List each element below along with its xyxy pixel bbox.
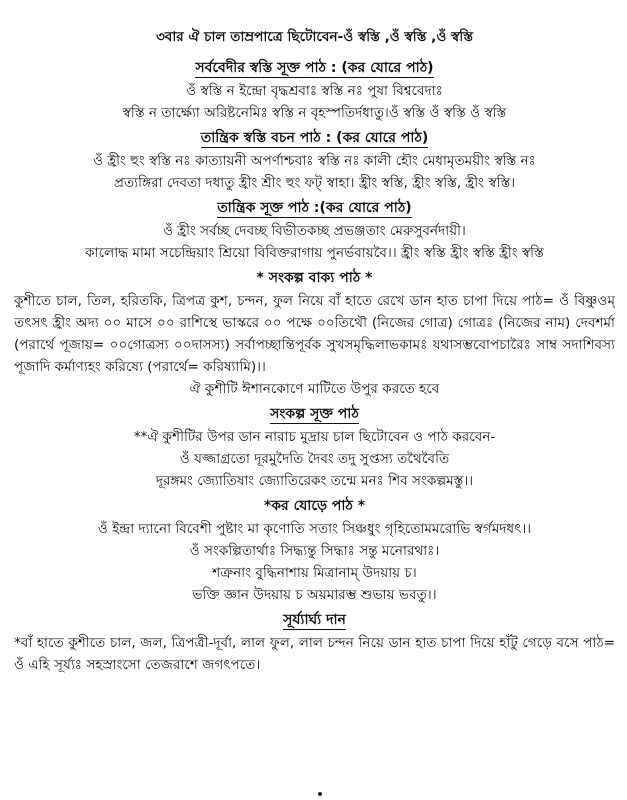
- heading-text: তান্ত্রিক সূক্ত পাঠ :(কর যোরে পাঠ): [217, 200, 412, 216]
- page-mark-dot: [318, 792, 322, 796]
- section-tantrik-bachan: [14, 126, 615, 194]
- section-sankalpa-sukta: [14, 402, 615, 492]
- heading-text: তান্ত্রিক স্বস্তি বচন পাঠ : (কর যোরে পাঠ): [200, 130, 429, 146]
- section-heading: [14, 56, 615, 80]
- section-sankalpa-vakya: [14, 266, 615, 400]
- verse-line: স্বস্তি ন তার্ক্ষ্যো অরিষ্টনেমিঃ স্বস্তি ন বৃহস্পতির্দধাতু।ওঁ স্বস্তি ওঁ স্বস্তি ওঁ স্বস্তি: [122, 105, 507, 121]
- instruction-note: ঐ কুশীটি ঈশানকোণে মাটিতে উপুর করতে হবে: [189, 381, 440, 397]
- section-sarvavedi: [14, 56, 615, 124]
- heading-text: *কর যোড়ে পাঠ *: [263, 498, 366, 514]
- verse-line: ওঁ যজ্জাগ্রতো দূরমুদৈতি দৈবং তদু সুপ্তস্য তথৈবৈতি: [179, 451, 450, 467]
- heading-text: সূর্য্যার্ঘ্য দান: [283, 612, 346, 628]
- section-heading: [14, 196, 615, 220]
- verse-line: দূরঙ্গমং জ্যোতিষাং জ্যোতিরেকং তন্মে মনঃ শিব সংকল্পমস্তু।।: [155, 473, 474, 489]
- section-heading: [14, 266, 615, 290]
- section-heading: [14, 402, 615, 426]
- verse-line: ওঁ সংকল্পিতার্থাঃ সিদ্ধ্যন্তু সিদ্ধাঃ সন্তু মনোরথাঃ।: [189, 543, 440, 559]
- section-heading: [14, 494, 615, 518]
- section-heading: [14, 126, 615, 150]
- verse-line: ওঁ হ্রীং সর্বচ্ছ দেবচ্ছ বিভীতকচ্ছ প্রভঞ্জতাং মেরুসুবর্নদায়ী।: [163, 223, 466, 239]
- verse-line: ওঁ ইন্দ্রা দ্যানো বিবেশী পুষ্টাং মা কৃণোতি সতাং সিঞ্চধুং গৃহিতোমমরোভি স্বর্গমদধৎ।।: [97, 521, 532, 537]
- section-kar-jore: [14, 494, 615, 606]
- section-tantrik-sukta: [14, 196, 615, 264]
- instruction-paragraph: কুশীতে চাল, তিল, হরিতকি, ত্রিপত্র কুশ, চন্দন, ফুল নিয়ে বাঁ হাতে রেখে ডান হাত চাপা দিয়ে পাঠ= ওঁ বিষ্ণুওম্ তৎসৎ হ্রীং অদ্য ০০ মাসে ০০ রাশিস্থে ভাস্করে ০০ পক্ষে ০০তিথৌ (নিজের গোত্র) গোত্রঃ (নিজের নাম) দেবশর্মা (পরার্থে পূজায়= ০০গোত্রস্য ০০দাসস্য) সর্বাপচ্ছান্তিপূর্বক সুখসমৃদ্ধিলাভকামঃ যথাসম্ভবোপচারৈঃ সাম্ব সদাশিবস্য পূজাদি কর্মাণ্যহং করিষ্যে (পরার্থে= করিষ্যামি)।।: [14, 293, 615, 375]
- verse-line: ভক্তি জ্ঞান উদয়ায় চ অয়মারম্ভ শুভায় ভবতু।।: [192, 587, 437, 603]
- heading-text: সর্ববেদীর স্বস্তি সূক্ত পাঠ : (কর যোরে পাঠ): [195, 60, 434, 76]
- section-suryarghya: [14, 608, 615, 676]
- heading-text: সংকল্প সূক্ত পাঠ: [270, 406, 359, 422]
- verse-line: ওঁ স্বস্তি ন ইন্দ্রো বৃদ্ধশ্রবাঃ স্বস্তি নঃ পুষা বিশ্ববেদাঃ: [186, 83, 443, 99]
- verse-line: ওঁ হ্রীং হুং স্বস্তি নঃ কাত্যায়নী অপর্ণাশ্চবাঃ স্বস্তি নঃ কালী হৌং মেধামৃতময়ীং স্বস্তি নঃ: [93, 153, 536, 169]
- verse-line: প্রত্যঙ্গিরা দেবতা দধাতু হ্রীং শ্রীং হুং ফট্ স্বাহা। হ্রীং স্বস্তি, হ্রীং স্বস্তি, হ্রীং স্বস্তি।: [113, 175, 516, 191]
- instruction-line: **ঐ কুশীটির উপর ডান নারাচ মুদ্রায় চাল ছিটোবেন ও পাঠ করবেন-: [133, 429, 496, 445]
- verse-line: শত্রুনাং বুদ্ধিনাশায় মিত্রানাম্ উদয়ায় চ।: [212, 565, 417, 581]
- instruction-paragraph: *বাঁ হাতে কুশীতে চাল, জল, ত্রিপত্রী-দূর্বা, লাল ফুল, লাল চন্দন নিয়ে ডান হাত চাপা দিয়ে হাঁটু গেড়ে বসে পাঠ= ওঁ এহি সূর্য্যঃ সহস্রাংসো তেজরাশে জগৎপতে।: [14, 635, 615, 673]
- instruction-top-line: ৩বার ঐ চাল তাম্রপাত্রে ছিটোবেন-ওঁ স্বস্তি ,ওঁ স্বস্তি ,ওঁ স্বস্তি: [155, 29, 474, 45]
- verse-line: কালোদ্ধ মামা সচেন্দ্রিয়াং শ্রিয়ো বিবিক্তরাগায় পুনর্ভবায়বৈ।। হ্রীং স্বস্তি হ্রীং স্বস্তি হ্রীং স্বস্তি: [85, 245, 544, 261]
- section-heading: [14, 608, 615, 632]
- heading-text: * সংকল্প বাক্য পাঠ *: [256, 270, 373, 286]
